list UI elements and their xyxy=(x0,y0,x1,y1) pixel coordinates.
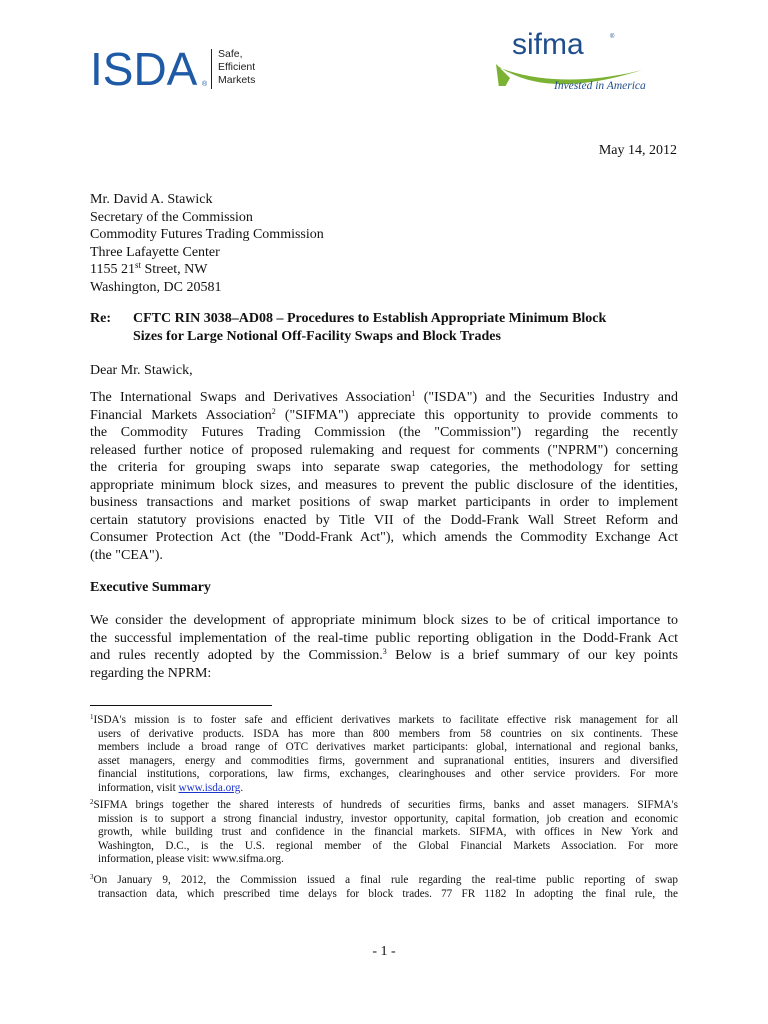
isda-tagline-line: Safe, xyxy=(218,48,243,60)
paragraph-line: Consumer Protection Act (the "Dodd-Frank Act"), which amends the Commodity Exchange Act xyxy=(90,530,678,545)
footnote-line: members include a broad range of OTC derivatives market participants: global, international and regional banks, xyxy=(98,741,678,754)
paragraph-line: business transactions and market positions of swap market participants in order to implement xyxy=(90,495,678,510)
summary-paragraph xyxy=(90,612,678,682)
footnote-line xyxy=(90,782,678,796)
footnote-ref[interactable]: 3 xyxy=(382,647,387,656)
address-line: Secretary of the Commission xyxy=(90,209,253,225)
footnote-number: 1 xyxy=(90,713,94,721)
subject-label: Re: xyxy=(90,311,111,326)
paragraph-line: the criteria for grouping swaps into separate swap categories, the methodology for setting xyxy=(90,460,678,475)
text-run: Below is a brief summary of our key points xyxy=(386,648,678,663)
footnote-line xyxy=(90,714,678,728)
address-line: Washington, DC 20581 xyxy=(90,279,222,295)
paragraph-line: certain statutory provisions enacted by Title VII of the Dodd-Frank Wall Street Reform and xyxy=(90,512,678,528)
sifma-logo xyxy=(494,28,654,96)
section-heading: Executive Summary xyxy=(90,580,211,595)
address-line xyxy=(90,261,324,279)
footnote-line: users of derivative products. ISDA has more than 800 members from 58 countries on six continents. These xyxy=(98,727,678,740)
page-number: - 1 - xyxy=(372,944,396,959)
subject-line: Sizes for Large Notional Off-Facility Swaps and Block Trades xyxy=(133,328,501,344)
paragraph-line: (the "CEA"). xyxy=(90,547,163,563)
sifma-tagline: Invested in America xyxy=(554,80,646,92)
salutation: Dear Mr. Stawick, xyxy=(90,363,193,378)
text-run: ("SIFMA") appreciate this opportunity to provide comments to xyxy=(275,407,678,423)
text-run: information, visit xyxy=(98,781,179,794)
text-run: and rules recently adopted by the Commission. xyxy=(90,648,383,663)
isda-tagline xyxy=(218,48,255,87)
footnote-3 xyxy=(90,874,678,901)
isda-tagline-line: Efficient xyxy=(218,61,256,73)
text-run: The International Swaps and Derivatives Association xyxy=(90,390,412,405)
footnote-line: mission is to support a strong financial industry, investor opportunity, capital formation, job creation and economic xyxy=(98,812,678,825)
address-line: Commodity Futures Trading Commission xyxy=(90,227,324,242)
isda-tagline-line: Markets xyxy=(218,74,256,86)
recipient-address xyxy=(90,191,324,296)
paragraph-line: regarding the NPRM: xyxy=(90,665,212,681)
address-street-name: Street, NW xyxy=(141,262,208,277)
address-line: Three Lafayette Center xyxy=(90,244,220,260)
isda-logo-divider xyxy=(211,49,212,89)
paragraph-line: the Commodity Futures Trading Commission (the "Commission") regarding the recently xyxy=(90,425,678,440)
footnote-number: 3 xyxy=(90,873,94,881)
letter-date: May 14, 2012 xyxy=(598,143,677,158)
footnote-line: growth, while building trust and confidence in the financial markets. SIFMA, with offices in New York and xyxy=(98,826,678,839)
footnote-1 xyxy=(90,714,678,796)
footnote-line: asset managers, energy and commodities firms, government and supranational entities, insurers and diversified xyxy=(98,754,678,767)
isda-registered-mark: ® xyxy=(202,81,208,88)
isda-logo xyxy=(90,45,260,101)
paragraph-line: the successful implementation of the real-time public reporting obligation in the Dodd-Frank Act xyxy=(90,630,678,646)
paragraph-line: released further notice of proposed rulemaking and request for comments ("NPRM") concerning xyxy=(90,442,678,458)
subject-text xyxy=(133,310,693,345)
address-line: Mr. David A. Stawick xyxy=(90,192,213,207)
footnote-line: information, please visit: www.sifma.org. xyxy=(98,853,284,866)
sifma-registered-mark: ® xyxy=(610,34,615,40)
isda-logo-wordmark: ISDA xyxy=(90,43,198,95)
footnote-line: transaction data, which prescribed time delays for block trades. 77 FR 1182 In adopting the final rule, the xyxy=(98,887,678,900)
isda-website-link[interactable]: www.isda.org xyxy=(178,781,241,794)
footnote-line: financial institutions, corporations, law firms, exchanges, clearinghouses and other service providers. For more xyxy=(98,768,678,781)
footnote-ref[interactable]: 2 xyxy=(271,406,276,416)
footnote-separator xyxy=(90,705,272,706)
ordinal-superscript: st xyxy=(134,260,141,270)
footnote-line xyxy=(90,874,678,888)
paragraph-line xyxy=(90,389,678,407)
text-run: ("ISDA") and the Securities Industry and xyxy=(415,390,678,405)
text-run: On January 9, 2012, the Commission issued a final rule regarding the real-time public reporting of swap xyxy=(93,874,678,886)
text-run: . xyxy=(240,781,244,794)
subject-line: CFTC RIN 3038–AD08 – Procedures to Establish Appropriate Minimum Block xyxy=(133,311,607,326)
footnote-ref[interactable]: 1 xyxy=(411,389,416,398)
sifma-logo-wordmark: sifma xyxy=(512,28,584,61)
text-run: ISDA's mission is to foster safe and efficient derivatives markets to facilitate effective risk management for all xyxy=(93,714,678,726)
footnote-2 xyxy=(90,799,678,867)
footnote-number: 2 xyxy=(90,798,94,806)
text-run: Financial Markets Association xyxy=(90,407,272,423)
paragraph-line xyxy=(90,407,678,425)
paragraph-line: We consider the development of appropriate minimum block sizes to be of critical importance to xyxy=(90,613,678,628)
text-run: SIFMA brings together the shared interests of hundreds of securities firms, banks and asset managers. SIFMA's xyxy=(93,799,678,811)
footnote-line xyxy=(90,799,678,813)
intro-paragraph xyxy=(90,389,678,564)
footnote-line: Washington, D.C., is the U.S. regional member of the Global Financial Markets Association. For more xyxy=(98,839,678,852)
paragraph-line xyxy=(90,647,678,665)
paragraph-line: appropriate minimum block sizes, and measures to prevent the public disclosure of the identities, xyxy=(90,477,678,493)
address-street-number: 1155 21 xyxy=(90,262,135,277)
